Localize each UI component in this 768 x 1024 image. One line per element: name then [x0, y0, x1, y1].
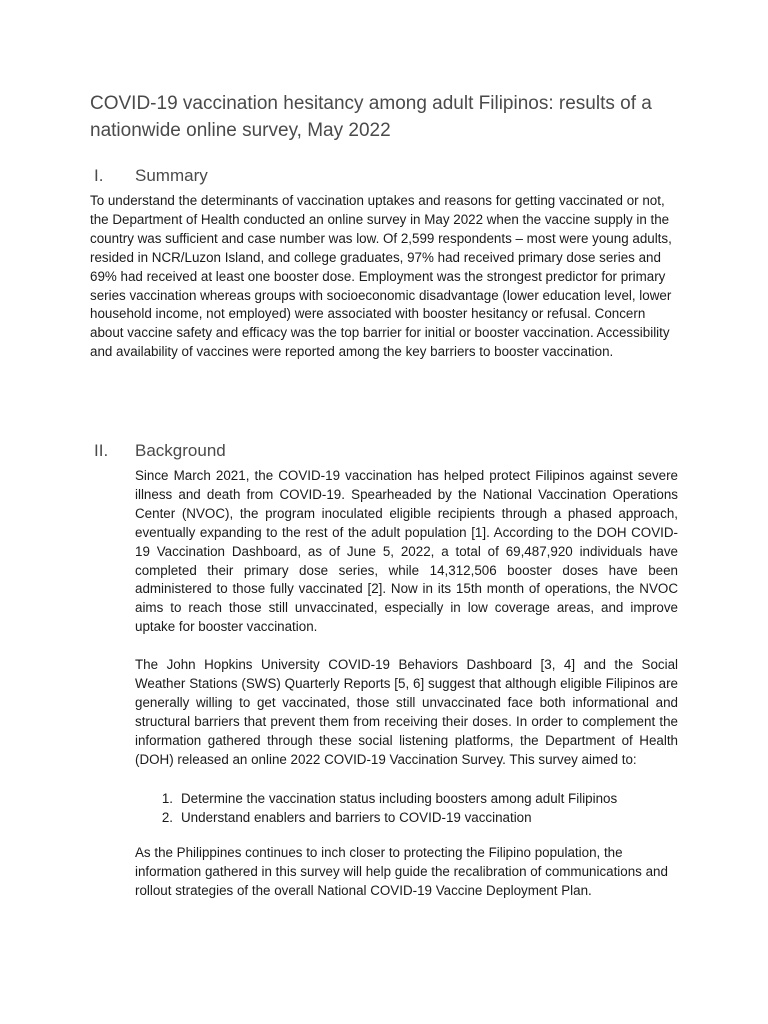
survey-aims-list	[135, 789, 678, 827]
background-paragraph-2: The John Hopkins University COVID-19 Behaviors Dashboard [3, 4] and the Social Weather Stations (SWS) Quarterly Reports [5, 6] suggest that although eligible Filipinos are generally willing to get vaccinated, those still unvaccinated face both informational and structural barriers that prevent them from receiving their doses. In order to complement the information gathered through these social listening platforms, the Department of Health (DOH) released an online 2022 COVID-19 Vaccination Survey. This survey aimed to:	[135, 657, 678, 767]
list-item-text: Understand enablers and barriers to COVID-19 vaccination	[181, 810, 532, 825]
list-item-number: 1.	[161, 791, 173, 806]
list-item	[135, 808, 678, 827]
list-item	[135, 789, 678, 808]
section-number: II.	[94, 441, 109, 460]
list-item-number: 2.	[161, 810, 173, 825]
background-paragraph-1: Since March 2021, the COVID-19 vaccination has helped protect Filipinos against severe illness and death from COVID-19. Spearheaded by the National Vaccination Operations Center (NVOC), the program inoculated eligible recipients through a phased approach, eventually expanding to the rest of the adult population [1]. According to the DOH COVID-19 Vaccination Dashboard, as of June 5, 2022, a total of 69,487,920 individuals have completed their primary dose series, while 14,312,506 booster doses have been administered to those fully vaccinated [2]. Now in its 15th month of operations, the NVOC aims to reach those still unvaccinated, especially in low coverage areas, and improve uptake for booster vaccination.	[135, 468, 678, 635]
section-heading-summary	[90, 166, 208, 186]
background-paragraph-3: As the Philippines continues to inch closer to protecting the Filipino population, the information gathered in this survey will help guide the recalibration of communications and rollout strategies of the overall National COVID-19 Vaccine Deployment Plan.	[135, 845, 668, 898]
summary-paragraph: To understand the determinants of vaccination uptakes and reasons for getting vaccinated or not, the Department of Health conducted an online survey in May 2022 when the vaccine supply in the country was sufficient and case number was low. Of 2,599 respondents – most were young adults, resided in NCR/Luzon Island, and college graduates, 97% had received primary dose series and 69% had received at least one booster dose. Employment was the strongest predictor for primary series vaccination whereas groups with socioeconomic disadvantage (lower education level, lower household income, not employed) were associated with booster hesitancy or refusal. Concern about vaccine safety and efficacy was the top barrier for initial or booster vaccination. Accessibility and availability of vaccines were reported among the key barriers to booster vaccination.	[90, 193, 672, 360]
section-number: I.	[94, 166, 104, 185]
list-item-text: Determine the vaccination status including boosters among adult Filipinos	[181, 791, 618, 806]
section-title: Summary	[135, 166, 208, 185]
section-heading-background	[90, 441, 226, 461]
document-title: COVID-19 vaccination hesitancy among adult Filipinos: results of a nationwide online survey, May 2022	[90, 93, 652, 141]
section-title: Background	[135, 441, 226, 460]
